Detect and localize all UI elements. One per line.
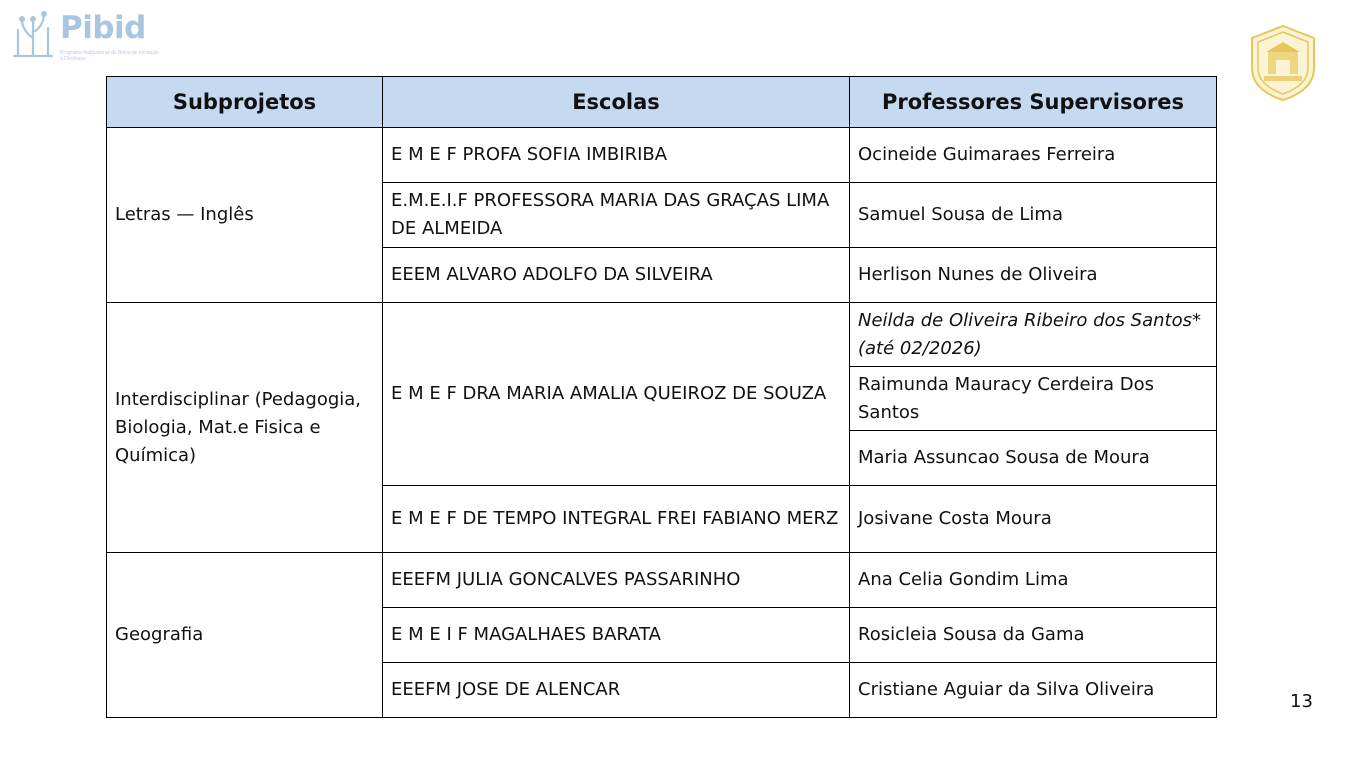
tree-icon xyxy=(10,8,56,58)
supervisor-cell: Cristiane Aguiar da Silva Oliveira xyxy=(850,663,1217,718)
school-cell: E M E F DRA MARIA AMALIA QUEIROZ DE SOUZA xyxy=(383,303,850,486)
header-subprojetos: Subprojetos xyxy=(107,77,383,128)
school-cell: EEEM ALVARO ADOLFO DA SILVEIRA xyxy=(383,248,850,303)
school-cell: E M E F DE TEMPO INTEGRAL FREI FABIANO MERZ xyxy=(383,486,850,553)
supervisor-cell: Maria Assuncao Sousa de Moura xyxy=(850,431,1217,486)
subprojeto-cell: Geografia xyxy=(107,553,383,718)
subprojeto-cell: Interdisciplinar (Pedagogia, Biologia, Mat.e Fisica e Química) xyxy=(107,303,383,553)
supervisor-cell: Ocineide Guimaraes Ferreira xyxy=(850,128,1217,183)
subprojeto-cell: Letras — Inglês xyxy=(107,128,383,303)
supervisor-cell: Samuel Sousa de Lima xyxy=(850,183,1217,248)
supervisor-cell: Neilda de Oliveira Ribeiro dos Santos* (até 02/2026) xyxy=(850,303,1217,367)
school-cell: EEEFM JOSE DE ALENCAR xyxy=(383,663,850,718)
school-cell: E M E I F MAGALHAES BARATA xyxy=(383,608,850,663)
university-seal xyxy=(1246,24,1320,102)
table-row xyxy=(107,553,1217,608)
supervisor-cell: Rosicleia Sousa da Gama xyxy=(850,608,1217,663)
header-supervisores: Professores Supervisores xyxy=(850,77,1217,128)
header-escolas: Escolas xyxy=(383,77,850,128)
supervisor-cell: Ana Celia Gondim Lima xyxy=(850,553,1217,608)
school-cell: E.M.E.I.F PROFESSORA MARIA DAS GRAÇAS LIMA DE ALMEIDA xyxy=(383,183,850,248)
logo-wordmark: Pibid xyxy=(60,10,146,46)
supervisor-cell: Raimunda Mauracy Cerdeira Dos Santos xyxy=(850,367,1217,431)
supervisor-cell: Herlison Nunes de Oliveira xyxy=(850,248,1217,303)
table-row xyxy=(107,303,1217,367)
pibid-logo xyxy=(10,8,159,64)
school-cell: E M E F PROFA SOFIA IMBIRIBA xyxy=(383,128,850,183)
supervisor-cell: Josivane Costa Moura xyxy=(850,486,1217,553)
logo-tagline: Programa Institucional de Bolsa de Iniciação à Docência xyxy=(60,50,159,62)
supervisors-table xyxy=(106,76,1217,718)
table-header-row xyxy=(107,77,1217,128)
table-row xyxy=(107,128,1217,183)
page-number: 13 xyxy=(1290,691,1313,712)
school-cell: EEEFM JULIA GONCALVES PASSARINHO xyxy=(383,553,850,608)
